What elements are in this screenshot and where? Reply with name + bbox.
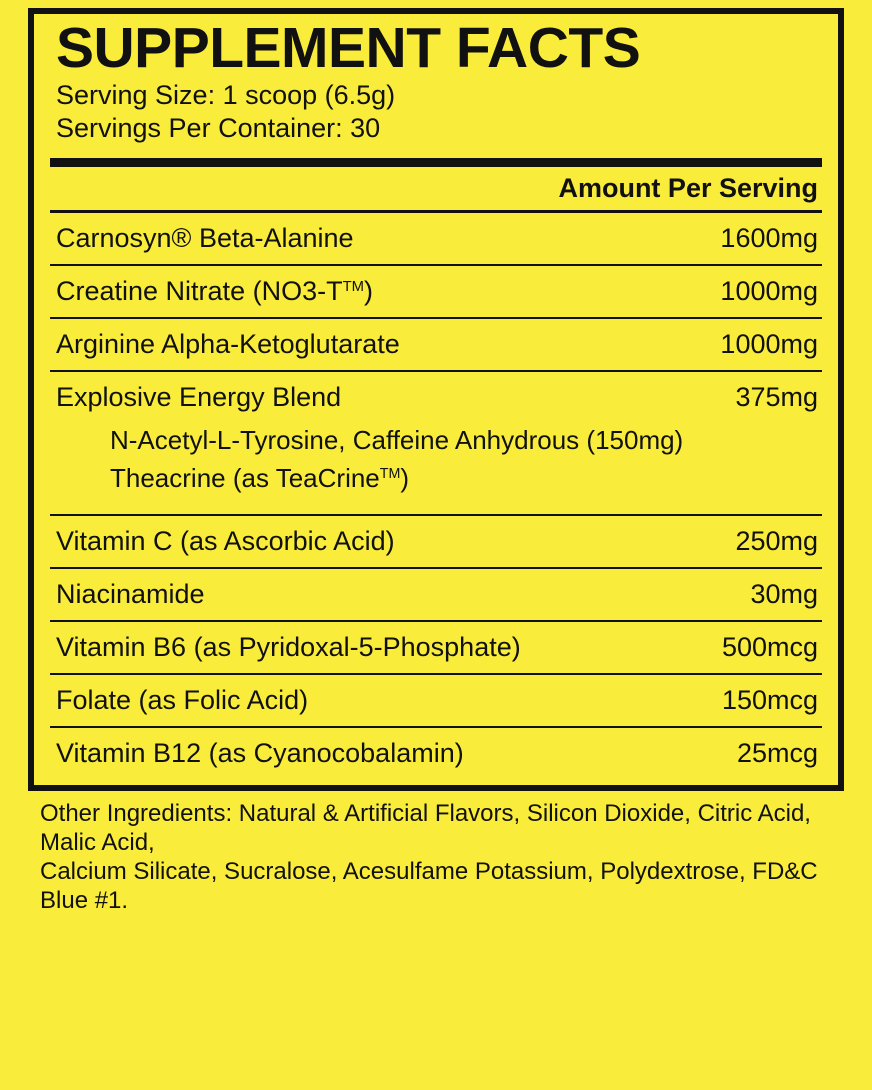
- nutrient-name: Carnosyn® Beta-Alanine: [56, 222, 354, 253]
- serving-size-line: Serving Size: 1 scoop (6.5g): [56, 80, 396, 110]
- table-row: [48, 319, 824, 370]
- nutrient-amount: 30mg: [750, 578, 818, 609]
- nutrient-name: Folate (as Folic Acid): [56, 684, 309, 715]
- page-title: SUPPLEMENT FACTS: [56, 16, 641, 80]
- nutrient-name: Vitamin B6 (as Pyridoxal-5-Phosphate): [56, 631, 521, 662]
- nutrient-name: Niacinamide: [56, 578, 205, 609]
- nutrient-amount: 150mcg: [721, 684, 818, 715]
- table-row: [48, 569, 824, 620]
- servings-per-container-line: Servings Per Container: 30: [56, 113, 381, 144]
- nutrient-name: Creatine Nitrate (NO3-T™): [56, 275, 374, 306]
- table-row: [48, 266, 824, 317]
- table-row: [48, 372, 824, 423]
- nutrient-amount: 375mg: [735, 381, 818, 412]
- nutrient-amount: 500mcg: [721, 631, 818, 662]
- table-row: [48, 622, 824, 673]
- blend-ingredient-line: N-Acetyl-L-Tyrosine, Caffeine Anhydrous (150mg): [110, 424, 684, 455]
- trademark-mark: TM: [379, 466, 401, 483]
- table-row: [48, 516, 824, 567]
- nutrient-name: Arginine Alpha-Ketoglutarate: [56, 328, 400, 359]
- nutrient-amount: 1000mg: [720, 275, 818, 306]
- facts-box: [28, 8, 844, 791]
- other-ingredients-line: Other Ingredients: Natural & Artificial Flavors, Silicon Dioxide, Citric Acid, Malic Acid,: [40, 799, 811, 856]
- blend-ingredient-line: Theacrine (as TeaCrine™): [110, 463, 410, 494]
- nutrient-amount: 250mg: [735, 525, 818, 556]
- nutrient-name: Explosive Energy Blend: [56, 381, 342, 412]
- other-ingredients-line: Calcium Silicate, Sucralose, Acesulfame Potassium, Polydextrose, FD&C Blue #1.: [40, 858, 818, 915]
- blend-ingredients: [48, 423, 824, 502]
- nutrient-amount: 25mcg: [736, 737, 818, 768]
- nutrient-amount: 1000mg: [720, 328, 818, 359]
- table-row: [48, 675, 824, 726]
- nutrient-name: Vitamin B12 (as Cyanocobalamin): [56, 737, 464, 768]
- amount-per-serving-header: Amount Per Serving: [558, 172, 818, 203]
- table-row: [48, 728, 824, 779]
- trademark-mark: TM: [342, 278, 365, 295]
- divider-thick: [50, 158, 822, 167]
- nutrient-amount: 1600mg: [720, 222, 818, 253]
- nutrient-name: Vitamin C (as Ascorbic Acid): [56, 525, 395, 556]
- table-row: [48, 213, 824, 264]
- other-ingredients: [28, 791, 844, 916]
- blend-group: [48, 372, 824, 514]
